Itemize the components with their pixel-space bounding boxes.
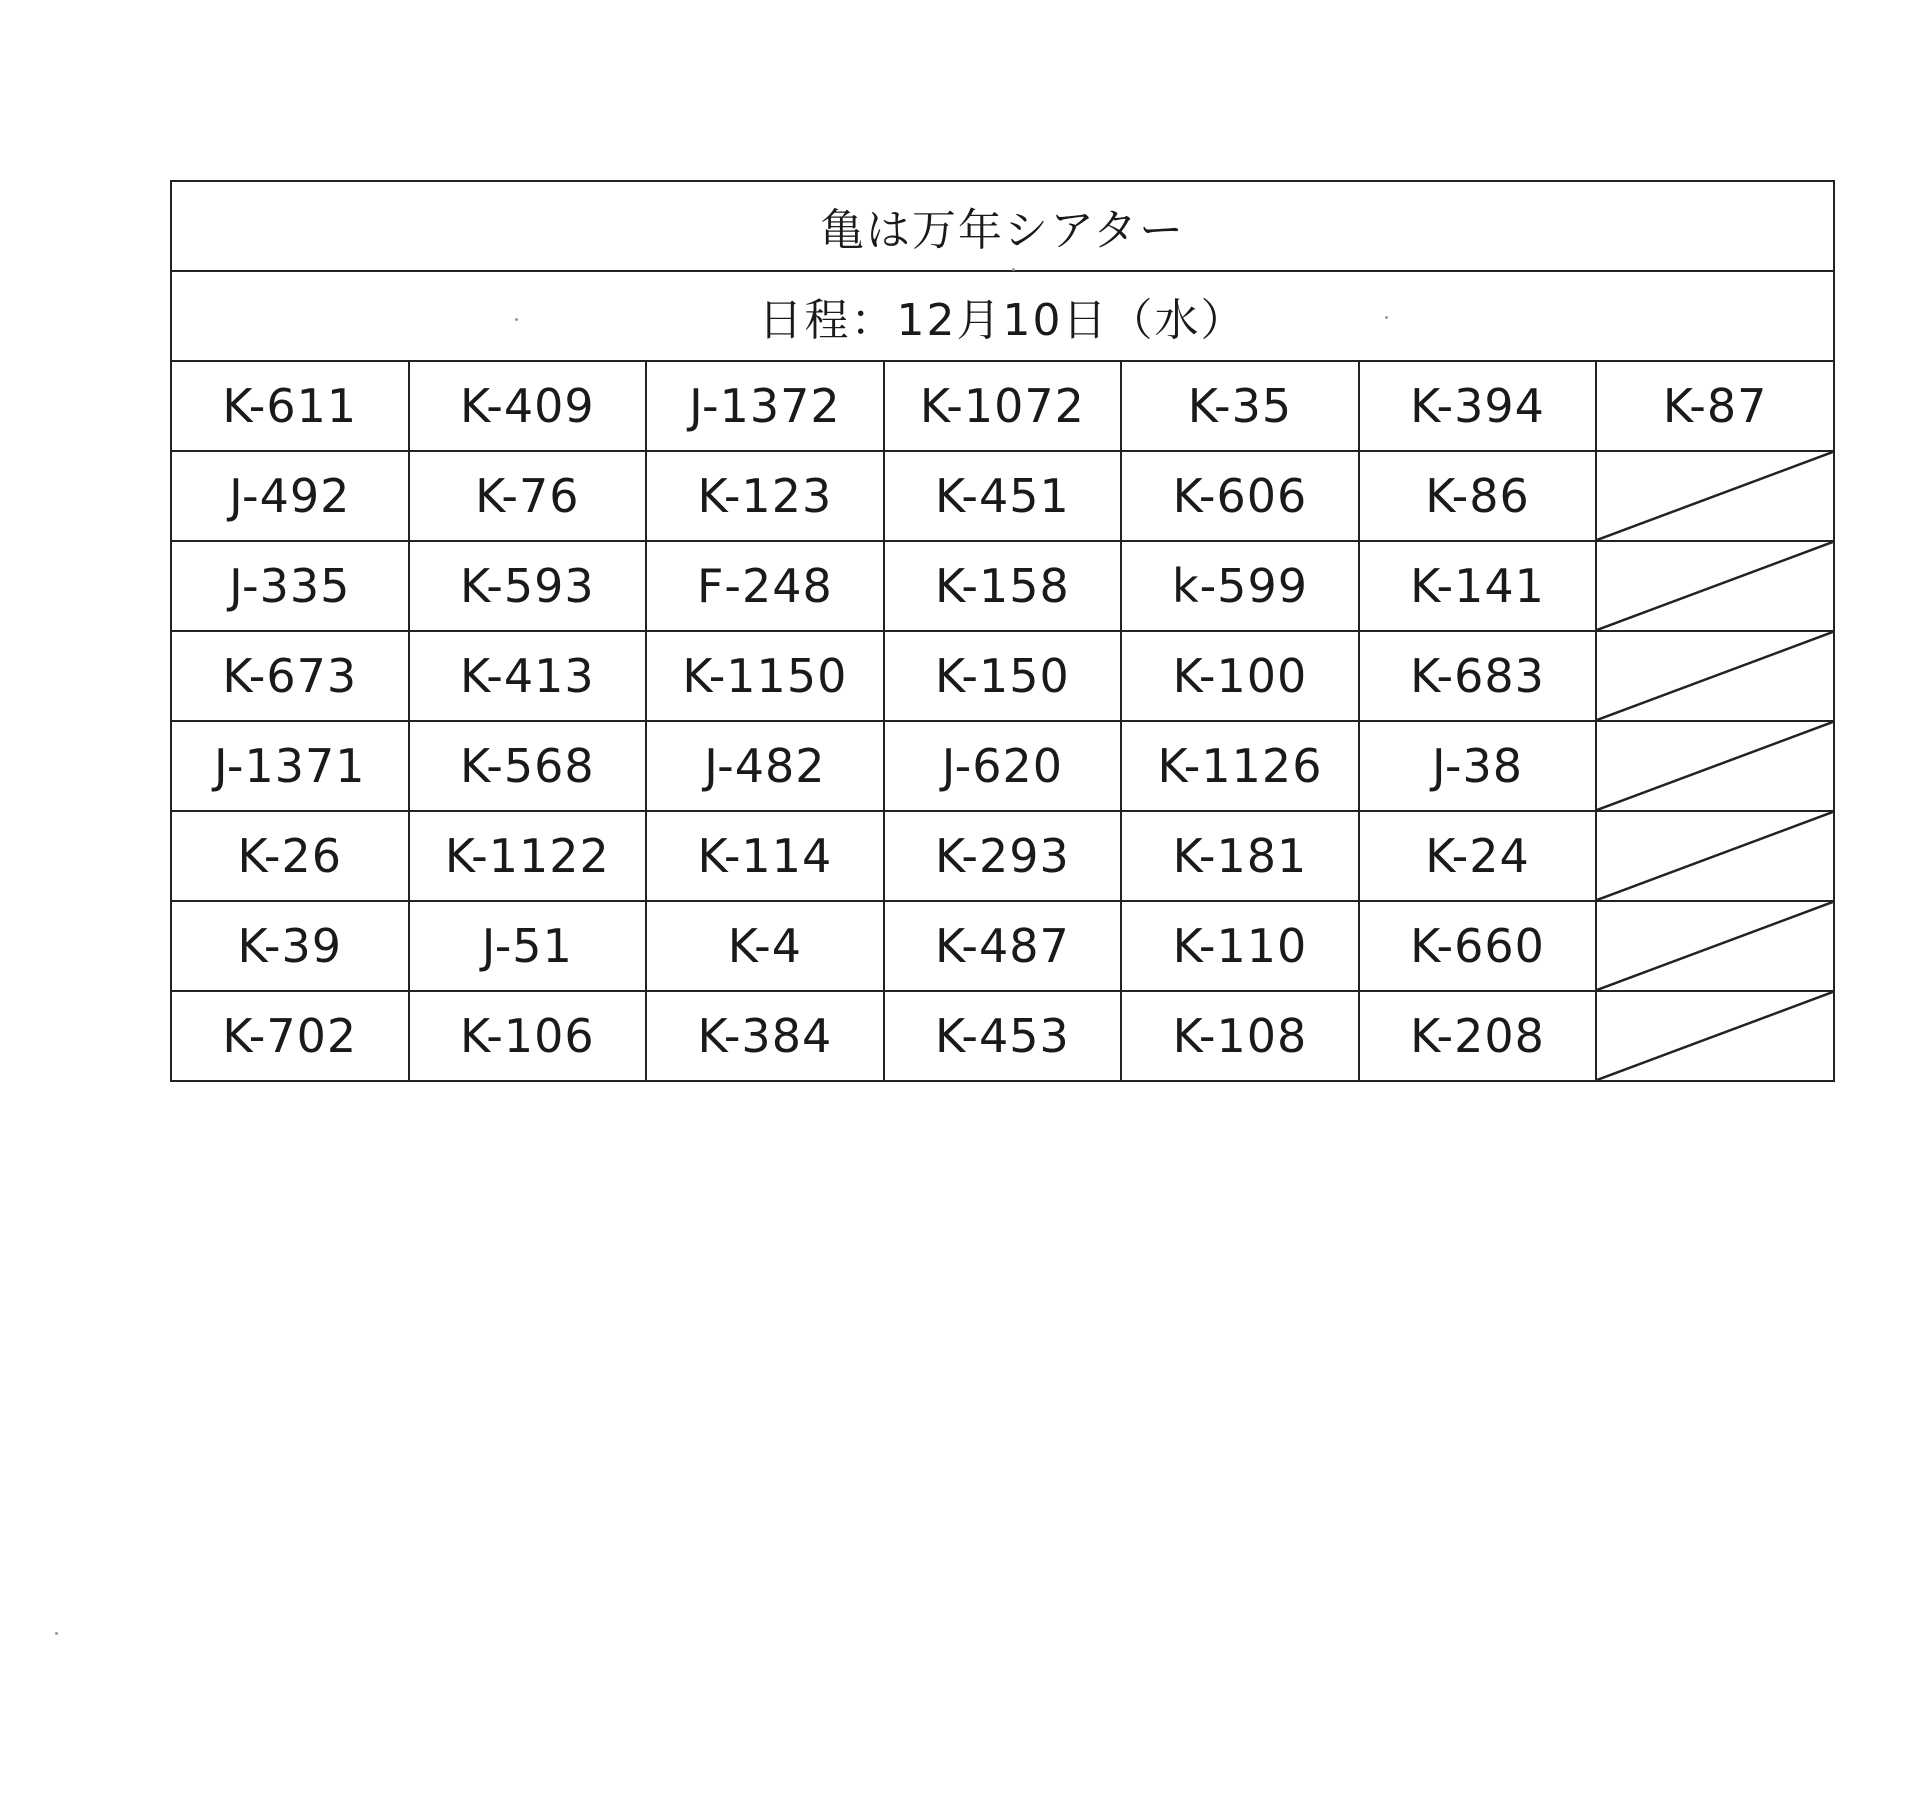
ticket-number-cell: K-611 <box>171 361 409 451</box>
ticket-number-cell: K-673 <box>171 631 409 721</box>
ticket-number-cell: K-660 <box>1359 901 1597 991</box>
ticket-number-cell: K-208 <box>1359 991 1597 1081</box>
ticket-number-cell: K-87 <box>1596 361 1834 451</box>
ticket-number-cell: K-150 <box>884 631 1122 721</box>
ticket-number-cell: K-1122 <box>409 811 647 901</box>
ticket-number-cell: K-35 <box>1121 361 1359 451</box>
ticket-number-cell: J-1371 <box>171 721 409 811</box>
ticket-number-cell: K-39 <box>171 901 409 991</box>
ticket-number-cell: K-86 <box>1359 451 1597 541</box>
ticket-number-cell: K-487 <box>884 901 1122 991</box>
scan-speck <box>1385 316 1388 319</box>
scan-speck <box>515 318 518 321</box>
scan-speck <box>55 1632 58 1635</box>
ticket-number-cell: K-409 <box>409 361 647 451</box>
table-row <box>171 631 1834 721</box>
table-row <box>171 991 1834 1081</box>
ticket-number-table <box>170 180 1835 1082</box>
strike-line-icon <box>1597 722 1833 810</box>
ticket-number-cell: J-492 <box>171 451 409 541</box>
table-row <box>171 451 1834 541</box>
ticket-number-cell: J-620 <box>884 721 1122 811</box>
ticket-number-cell: K-1072 <box>884 361 1122 451</box>
ticket-number-cell: K-293 <box>884 811 1122 901</box>
empty-slot-diagonal <box>1596 451 1834 541</box>
ticket-number-cell: K-158 <box>884 541 1122 631</box>
ticket-number-cell: K-1150 <box>646 631 884 721</box>
ticket-number-cell: K-593 <box>409 541 647 631</box>
strike-line-icon <box>1597 902 1833 990</box>
ticket-number-cell: K-110 <box>1121 901 1359 991</box>
ticket-number-cell: J-335 <box>171 541 409 631</box>
table-row <box>171 541 1834 631</box>
ticket-number-cell: K-123 <box>646 451 884 541</box>
ticket-number-cell: K-451 <box>884 451 1122 541</box>
ticket-number-cell: K-702 <box>171 991 409 1081</box>
ticket-number-cell: k-599 <box>1121 541 1359 631</box>
ticket-number-cell: J-482 <box>646 721 884 811</box>
theater-title: 亀は万年シアター <box>171 181 1834 271</box>
ticket-number-cell: J-38 <box>1359 721 1597 811</box>
ticket-number-cell: K-141 <box>1359 541 1597 631</box>
ticket-number-cell: K-4 <box>646 901 884 991</box>
table-row <box>171 361 1834 451</box>
table-row <box>171 721 1834 811</box>
strike-line-icon <box>1597 542 1833 630</box>
ticket-number-cell: J-51 <box>409 901 647 991</box>
ticket-number-cell: K-181 <box>1121 811 1359 901</box>
ticket-number-cell: F-248 <box>646 541 884 631</box>
strike-line-icon <box>1597 992 1833 1080</box>
ticket-number-cell: K-1126 <box>1121 721 1359 811</box>
scan-speck <box>1012 268 1015 271</box>
ticket-number-cell: K-106 <box>409 991 647 1081</box>
empty-slot-diagonal <box>1596 631 1834 721</box>
ticket-number-cell: K-24 <box>1359 811 1597 901</box>
schedule-date: 日程：12月10日（水） <box>171 271 1834 361</box>
strike-line-icon <box>1597 452 1833 540</box>
table-row <box>171 811 1834 901</box>
ticket-number-cell: K-100 <box>1121 631 1359 721</box>
table-row <box>171 901 1834 991</box>
ticket-number-cell: K-568 <box>409 721 647 811</box>
ticket-number-cell: K-76 <box>409 451 647 541</box>
ticket-number-cell: K-114 <box>646 811 884 901</box>
strike-line-icon <box>1597 632 1833 720</box>
empty-slot-diagonal <box>1596 991 1834 1081</box>
schedule-row <box>171 271 1834 361</box>
ticket-number-cell: K-26 <box>171 811 409 901</box>
title-row <box>171 181 1834 271</box>
ticket-number-cell: K-606 <box>1121 451 1359 541</box>
ticket-number-cell: K-413 <box>409 631 647 721</box>
empty-slot-diagonal <box>1596 541 1834 631</box>
empty-slot-diagonal <box>1596 811 1834 901</box>
ticket-number-cell: K-683 <box>1359 631 1597 721</box>
ticket-number-cell: J-1372 <box>646 361 884 451</box>
empty-slot-diagonal <box>1596 901 1834 991</box>
ticket-number-cell: K-394 <box>1359 361 1597 451</box>
strike-line-icon <box>1597 812 1833 900</box>
ticket-number-cell: K-108 <box>1121 991 1359 1081</box>
ticket-number-cell: K-453 <box>884 991 1122 1081</box>
ticket-number-cell: K-384 <box>646 991 884 1081</box>
empty-slot-diagonal <box>1596 721 1834 811</box>
